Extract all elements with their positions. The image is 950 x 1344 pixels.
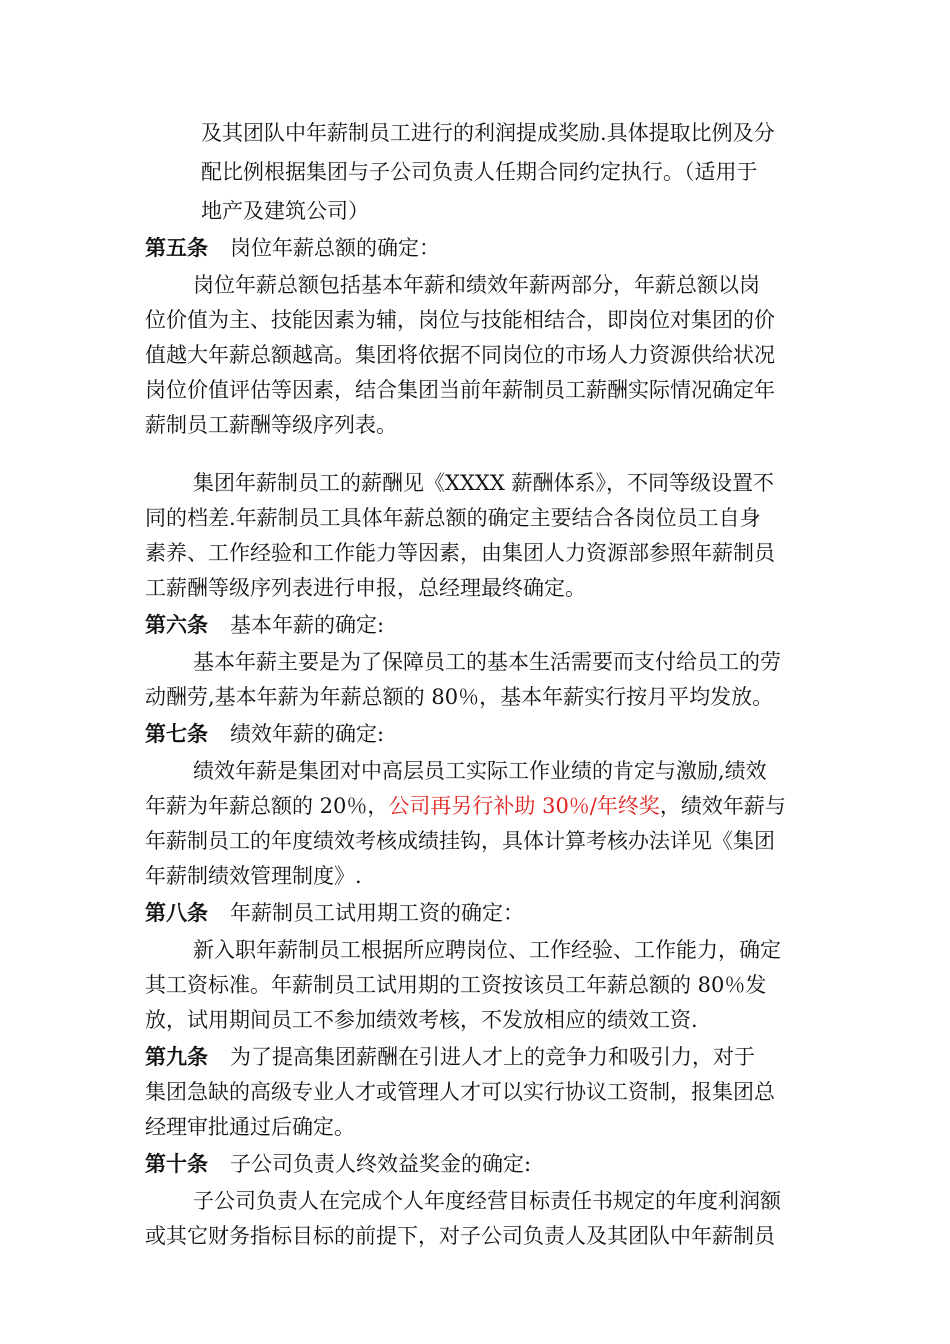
article-5-label: 第五条 — [145, 236, 208, 260]
article-10-heading — [145, 1149, 531, 1179]
article-7-line-2-start: 年薪为年薪总额的 20％， — [145, 794, 389, 818]
article-5-p1-line-2: 位价值为主、技能因素为辅，岗位与技能相结合，即岗位对集团的价 — [145, 308, 775, 332]
article-7-line-2 — [145, 791, 786, 821]
article-8-label: 第八条 — [145, 901, 208, 925]
intro-line-3: 地产及建筑公司） — [201, 199, 369, 223]
article-5-p1-line-5: 薪制员工薪酬等级序列表。 — [145, 413, 397, 437]
article-5-heading — [145, 233, 440, 263]
article-6-label: 第六条 — [145, 613, 208, 637]
article-6-title: 基本年薪的确定: — [230, 613, 385, 637]
article-6-p1-line-2: 动酬劳,基本年薪为年薪总额的 80％，基本年薪实行按月平均发放。 — [145, 685, 774, 709]
article-8-p1-line-1: 新入职年薪制员工根据所应聘岗位、工作经验、工作能力，确定 — [193, 938, 781, 962]
article-9-line-3: 经理审批通过后确定。 — [145, 1115, 355, 1139]
article-9-text-start: 为了提高集团薪酬在引进人才上的竞争力和吸引力，对于 — [230, 1045, 755, 1069]
article-5-p2-line-2: 同的档差.年薪制员工具体年薪总额的确定主要结合各岗位员工自身 — [145, 506, 761, 530]
article-6-heading — [145, 610, 384, 640]
article-8-p1-line-3: 放，试用期间员工不参加绩效考核，不发放相应的绩效工资. — [145, 1008, 698, 1032]
article-6-p1-line-1: 基本年薪主要是为了保障员工的基本生活需要而支付给员工的劳 — [193, 650, 781, 674]
article-7-heading — [145, 719, 384, 749]
article-7-highlight-subsidy: 公司再另行补助 30％/年终奖 — [388, 794, 660, 818]
article-8-p1-line-2: 其工资标准。年薪制员工试用期的工资按该员工年薪总额的 80％发 — [145, 973, 767, 997]
article-10-p1-line-2: 或其它财务指标目标的前提下，对子公司负责人及其团队中年薪制员 — [145, 1224, 775, 1248]
intro-line-2: 配比例根据集团与子公司负责人任期合同约定执行。（适用于 — [201, 160, 758, 184]
article-9-label: 第九条 — [145, 1045, 208, 1069]
article-7-line-4: 年薪制绩效管理制度》. — [145, 864, 362, 888]
article-5-p2-line-1: 集团年薪制员工的薪酬见《XXXX 薪酬体系》，不同等级设置不 — [193, 471, 774, 495]
article-7-title: 绩效年薪的确定: — [230, 722, 385, 746]
article-8-heading — [145, 898, 524, 928]
intro-line-1: 及其团队中年薪制员工进行的利润提成奖励.具体提取比例及分 — [201, 121, 775, 145]
article-10-title: 子公司负责人终效益奖金的确定: — [230, 1152, 532, 1176]
article-5-p2-line-4: 工薪酬等级序列表进行申报，总经理最终确定。 — [145, 576, 586, 600]
article-5-p1-line-1: 岗位年薪总额包括基本年薪和绩效年薪两部分，年薪总额以岗 — [193, 273, 760, 297]
article-5-p1-line-4: 岗位价值评估等因素，结合集团当前年薪制员工薪酬实际情况确定年 — [145, 378, 775, 402]
article-5-p1-line-3: 值越大年薪总额越高。集团将依据不同岗位的市场人力资源供给状况 — [145, 343, 775, 367]
article-8-title: 年薪制员工试用期工资的确定： — [230, 901, 524, 925]
article-5-p2-line-3: 素养、工作经验和工作能力等因素，由集团人力资源部参照年薪制员 — [145, 541, 775, 565]
article-10-p1-line-1: 子公司负责人在完成个人年度经营目标责任书规定的年度利润额 — [193, 1189, 781, 1213]
article-9-line-1 — [145, 1042, 755, 1072]
article-7-label: 第七条 — [145, 722, 208, 746]
article-7-line-3: 年薪制员工的年度绩效考核成绩挂钩，具体计算考核办法详见《集团 — [145, 829, 775, 853]
article-10-label: 第十条 — [145, 1152, 208, 1176]
article-7-line-1: 绩效年薪是集团对中高层员工实际工作业绩的肯定与激励,绩效 — [193, 759, 767, 783]
article-9-line-2: 集团急缺的高级专业人才或管理人才可以实行协议工资制，报集团总 — [145, 1080, 775, 1104]
article-7-line-2-end: ，绩效年薪与 — [659, 794, 786, 818]
article-5-title: 岗位年薪总额的确定： — [230, 236, 440, 260]
